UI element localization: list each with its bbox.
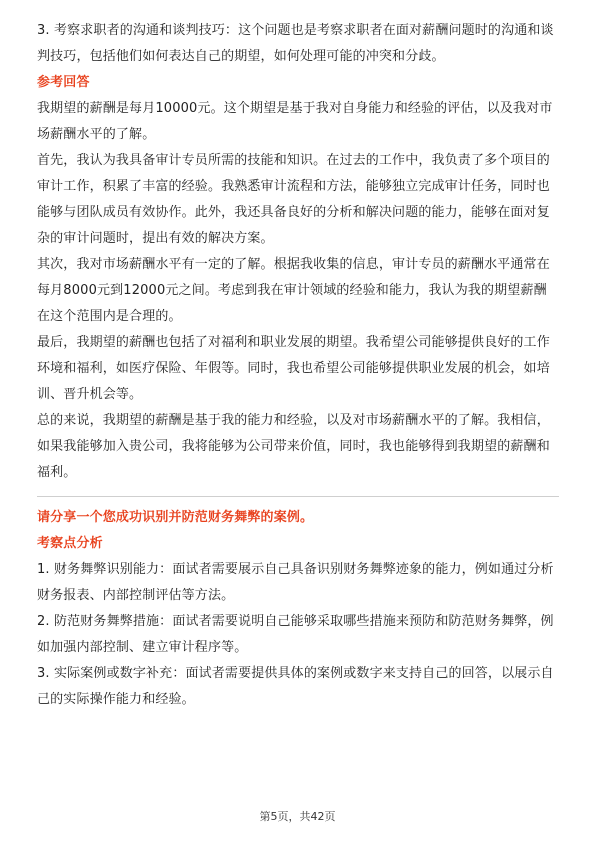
answer-paragraph: 总的来说，我期望的薪酬是基于我的能力和经验，以及对市场薪酬水平的了解。我相信，如果我能够加入贵公司，我将能够为公司带来价值，同时，我也能够得到我期望的薪酬和福利。 bbox=[37, 413, 550, 480]
answer-paragraph: 其次，我对市场薪酬水平有一定的了解。根据我收集的信息，审计专员的薪酬水平通常在每月8000元到12000元之间。考虑到我在审计领域的经验和能力，我认为我的期望薪酬在这个范围内是合理的。 bbox=[37, 257, 550, 324]
analysis-point: 2. 防范财务舞弊措施：面试者需要说明自己能够采取哪些措施来预防和防范财务舞弊，例如加强内部控制、建立审计程序等。 bbox=[37, 614, 554, 655]
answer-paragraph: 最后，我期望的薪酬也包括了对福利和职业发展的期望。我希望公司能够提供良好的工作环境和福利，如医疗保险、年假等。同时，我也希望公司能够提供职业发展的机会，如培训、晋升机会等。 bbox=[37, 335, 550, 402]
answer-paragraph: 我期望的薪酬是每月10000元。这个期望是基于我对自身能力和经验的评估，以及我对市场薪酬水平的了解。 bbox=[37, 101, 553, 142]
analysis-point-3: 3. 考察求职者的沟通和谈判技巧：这个问题也是考察求职者在面对薪酬问题时的沟通和谈判技巧，包括他们如何表达自己的期望，如何处理可能的冲突和分歧。 bbox=[37, 23, 554, 64]
analysis-point: 3. 实际案例或数字补充：面试者需要提供具体的案例或数字来支持自己的回答，以展示自己的实际操作能力和经验。 bbox=[37, 666, 554, 707]
section-divider bbox=[37, 496, 559, 497]
answer-paragraph: 首先，我认为我具备审计专员所需的技能和知识。在过去的工作中，我负责了多个项目的审计工作，积累了丰富的经验。我熟悉审计流程和方法，能够独立完成审计任务，同时也能够与团队成员有效协作。此外，我还具备良好的分析和解决问题的能力，能够在面对复杂的审计问题时，提出有效的解决方案。 bbox=[37, 153, 550, 246]
page-number: 第5页，共42页 bbox=[259, 810, 336, 823]
question-heading: 请分享一个您成功识别并防范财务舞弊的案例。 bbox=[37, 510, 314, 525]
analysis-point: 1. 财务舞弊识别能力：面试者需要展示自己具备识别财务舞弊迹象的能力，例如通过分析财务报表、内部控制评估等方法。 bbox=[37, 562, 554, 603]
page-content bbox=[37, 18, 559, 713]
analysis-heading: 考察点分析 bbox=[37, 536, 103, 551]
reference-answer-heading: 参考回答 bbox=[37, 75, 90, 90]
